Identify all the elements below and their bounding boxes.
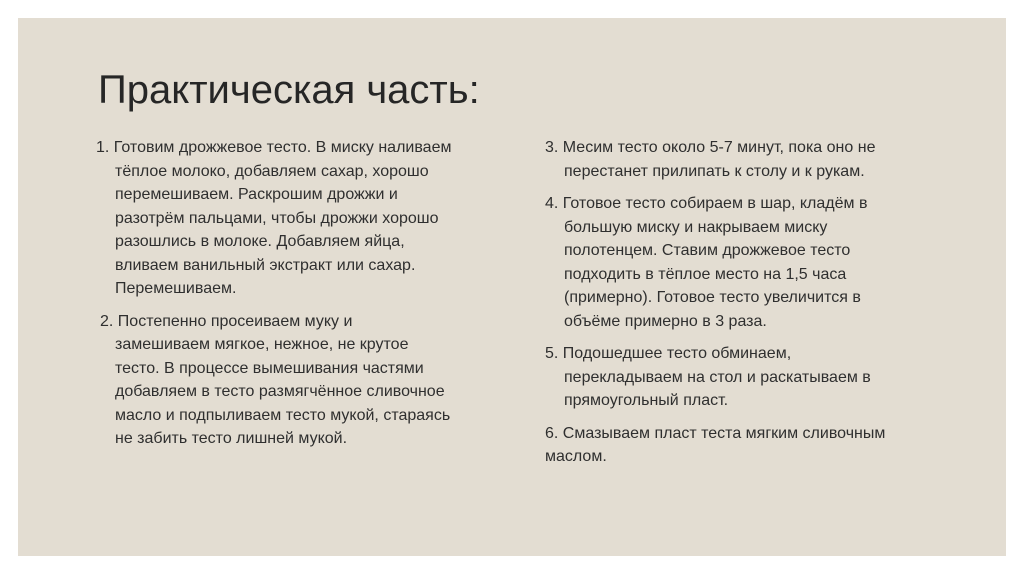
step-line: 1. Готовим дрожжевое тесто. В миску наливаем [96,139,452,156]
step-line: тесто. В процессе вымешивания частями [115,359,424,377]
step-line: 5. Подошедшее тесто обминаем, [545,345,792,362]
step-line: Перемешиваем. [115,280,237,297]
step-1 [96,136,516,301]
step-line: 6. Смазываем пласт теста мягким сливочным [545,424,886,442]
step-line: добавляем в тесто размягчённое сливочное [115,383,445,400]
step-line: разошлись в молоке. Добавляем яйца, [115,233,405,250]
step-line: разотрём пальцами, чтобы дрожжи хорошо [115,209,439,227]
step-line: вливаем ванильный экстракт или сахар. [115,256,416,274]
step-line: тёплое молоко, добавляем сахар, хорошо [115,162,429,180]
step-line: маслом. [545,448,607,465]
step-line: перемешиваем. Раскрошим дрожжи и [115,186,398,203]
step-line: большую миску и накрываем миску [564,218,828,236]
step-line: объёме примерно в 3 раза. [564,312,767,330]
step-6 [545,422,955,469]
step-2 [96,310,516,451]
left-column [96,136,516,460]
step-line: замешиваем мягкое, нежное, не крутое [115,336,409,353]
step-line: 3. Месим тесто около 5-7 минут, пока оно не [545,139,876,156]
step-line: не забить тесто лишней мукой. [115,430,348,447]
step-line: (примерно). Готовое тесто увеличится в [564,289,861,306]
slide [18,18,1006,556]
right-column [545,136,955,478]
step-line: подходить в тёплое место на 1,5 часа [564,265,847,283]
step-3 [545,136,955,183]
step-line: масло и подпыливаем тесто мукой, стараясь [115,406,451,424]
step-line: 4. Готовое тесто собираем в шар, кладём в [545,195,868,212]
step-line: полотенцем. Ставим дрожжевое тесто [564,242,851,259]
slide-title: Практическая часть: [98,68,480,112]
step-4 [545,192,955,333]
step-line: перекладываем на стол и раскатываем в [564,368,871,386]
step-5 [545,342,955,413]
step-line: перестанет прилипать к столу и к рукам. [564,162,865,180]
step-line: 2. Постепенно просеиваем муку и [100,312,353,330]
step-line: прямоугольный пласт. [564,392,729,409]
